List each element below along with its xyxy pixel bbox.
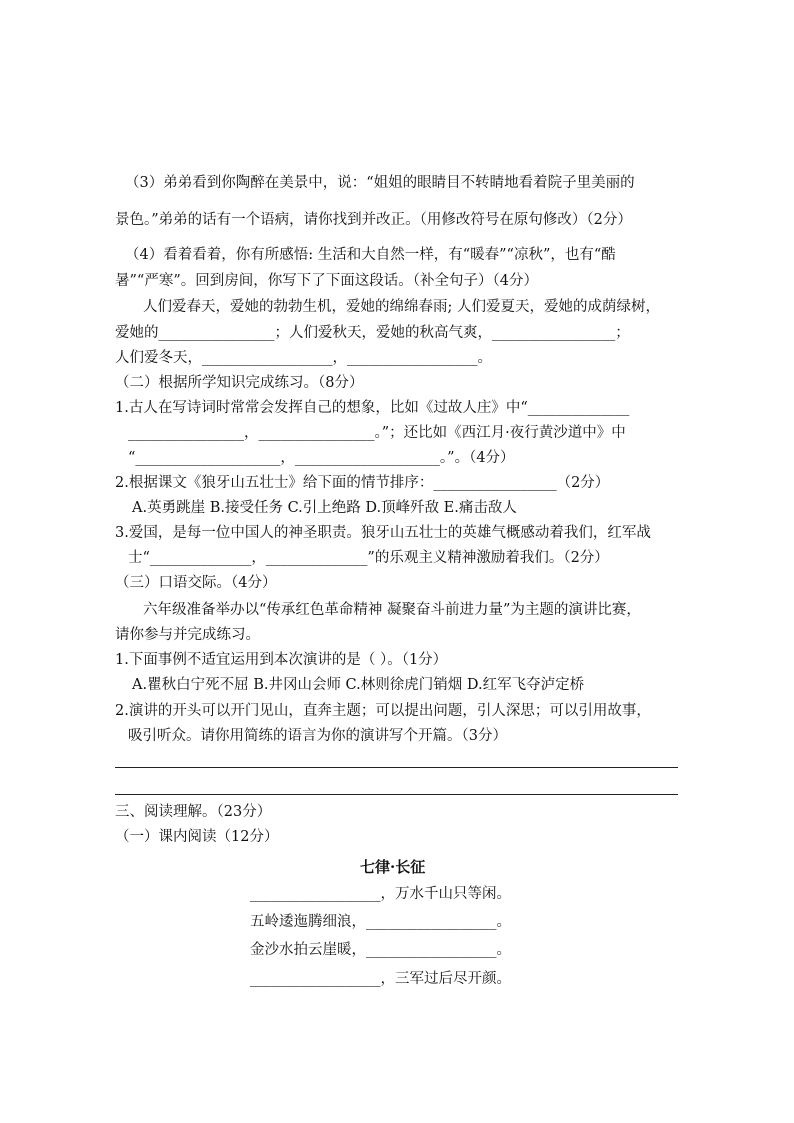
q4-line-4: 爱她的________________；人们爱秋天，爱她的秋高气爽，_________________；	[115, 325, 630, 341]
q3-line-1: （3）弟弟看到你陶醉在美景中，说：“姐姐的眼睛目不转睛地看着院子里美丽的	[125, 175, 635, 191]
poem-line-1: __________________，万水千山只等闲。	[250, 886, 511, 902]
part2-q2-options: A.英勇跳崖 B.接受任务 C.引上绝路 D.顶峰歼敌 E.痛击敌人	[132, 500, 517, 516]
part3-q1-options: A.瞿秋白宁死不屈 B.井冈山会师 C.林则徐虎门销烟 D.红军飞夺泸定桥	[132, 677, 585, 693]
part2-q3-line-1: 3.爱国，是每一位中国人的神圣职责。狼牙山五壮士的英雄气概感动着我们，红军战	[115, 525, 651, 541]
part3-q1-line-1: 1.下面事例不适宜运用到本次演讲的是（ ）。（1分）	[115, 652, 448, 668]
poem-title: 七律·长征	[360, 858, 426, 876]
part3-q2-line-2: 吸引听众。请你用简练的语言为你的演讲写个开篇。（3分）	[128, 728, 507, 744]
section3-sub-heading: （一）课内阅读（12分）	[115, 829, 279, 845]
q4-line-5: 人们爱冬天，__________________，__________________。	[115, 350, 492, 366]
part2-q1-line-1: 1.古人在写诗词时常常会发挥自己的想象，比如《过故人庄》中“______________	[115, 400, 630, 416]
part2-q2-line-1: 2.根据课文《狼牙山五壮士》给下面的情节排序：_________________（2分）	[115, 475, 610, 491]
part2-q3-line-2: 士“______________，______________”的乐观主义精神激励着我们。（2分）	[128, 550, 609, 566]
poem-line-4: __________________，三军过后尽开颜。	[250, 971, 511, 987]
q3-line-2: 景色。”弟弟的话有一个语病，请你找到并改正。（用修改符号在原句修改）（2分）	[115, 212, 632, 228]
part2-q1-line-3: “____________________，____________________。”。（4分）	[128, 450, 515, 466]
part3-intro-2: 请你参与并完成练习。	[115, 627, 260, 643]
answer-line-1[interactable]	[115, 767, 678, 768]
answer-line-2[interactable]	[115, 794, 678, 795]
part3-heading: （三）口语交际。（4分）	[115, 575, 277, 591]
poem-line-3: 金沙水拍云崖暖，__________________。	[250, 942, 511, 958]
q4-line-1: （4）看着看着，你有所感悟: 生活和大自然一样，有“暖春”“凉秋”，也有“酷	[125, 247, 616, 263]
section3-heading: 三、阅读理解。（23分）	[115, 804, 272, 820]
q4-line-2: 暑”“严寒”。回到房间，你写下了下面这段话。（补全句子）（4分）	[115, 273, 538, 289]
part3-intro-1: 六年级准备举办以“传承红色革命精神 凝聚奋斗前进力量”为主题的演讲比赛，	[143, 602, 641, 618]
poem-line-2: 五岭逶迤腾细浪，__________________。	[250, 914, 511, 930]
part2-heading: （二）根据所学知识完成练习。（8分）	[115, 375, 364, 391]
q4-line-3: 人们爱春天，爱她的勃勃生机，爱她的绵绵春雨; 人们爱夏天，爱她的成荫绿树，	[143, 299, 660, 315]
part2-q1-line-2: ________________，________________。”；还比如《西江月·夜行黄沙道中》中	[128, 425, 626, 441]
part3-q2-line-1: 2.演讲的开头可以开门见山，直奔主题；可以提出问题，引人深思；可以引用故事，	[115, 703, 651, 719]
